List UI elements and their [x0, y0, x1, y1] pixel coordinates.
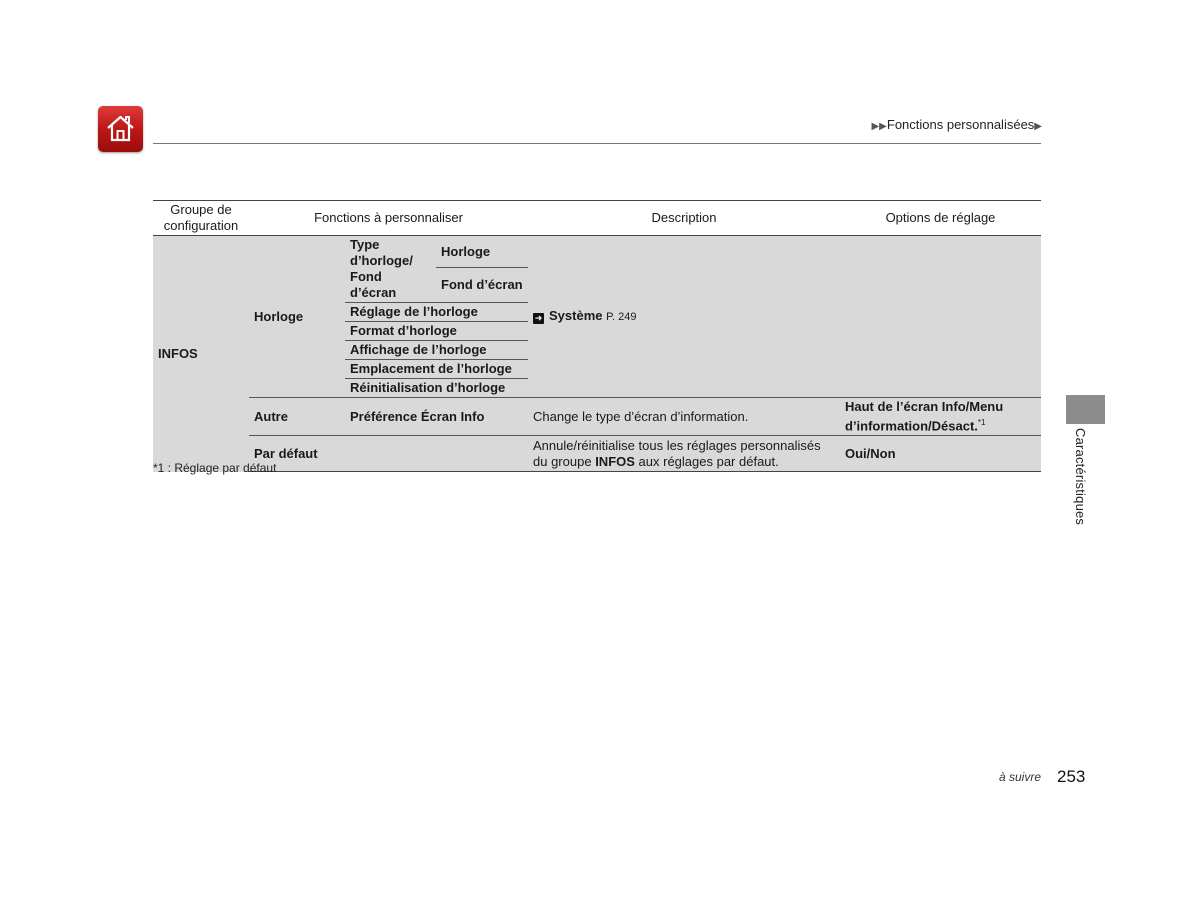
system-reference-label: Système	[549, 308, 603, 323]
section-tab[interactable]	[1066, 395, 1105, 424]
section-tab-label[interactable]: Caractéristiques	[1073, 428, 1088, 526]
page-number: 253	[1057, 767, 1086, 786]
table-header-row	[153, 201, 1041, 236]
breadcrumb-arrow-icon: ▶	[1034, 121, 1042, 132]
home-icon	[105, 113, 136, 144]
defaut-description	[528, 436, 840, 472]
table-row	[153, 236, 1041, 268]
autre-description: Change le type d’écran d’information.	[528, 398, 840, 436]
footnote: *1 : Réglage par défaut	[153, 461, 277, 475]
clock-function: Affichage de l’horloge	[345, 341, 528, 360]
defaut-description-text: Annule/réinitialise tous les réglages personnalisés du groupe	[533, 437, 821, 469]
autre-options-note: *1	[977, 418, 986, 427]
breadcrumb-arrows-icon: ▶▶	[871, 121, 887, 132]
breadcrumb[interactable]	[871, 117, 1042, 132]
autre-label: Autre	[249, 398, 345, 436]
autre-options	[840, 398, 1041, 436]
home-button[interactable]	[98, 106, 143, 152]
clock-type-label: Type d’horloge/ Fond d’écran	[345, 236, 436, 303]
clock-function: Emplacement de l’horloge	[345, 360, 528, 379]
col-header-description: Description	[528, 201, 840, 236]
col-header-functions: Fonctions à personnaliser	[249, 201, 528, 236]
defaut-label: Par défaut	[249, 436, 345, 472]
horloge-label: Horloge	[249, 236, 345, 398]
breadcrumb-label[interactable]: Fonctions personnalisées	[886, 117, 1035, 132]
defaut-description-end: aux réglages par défaut.	[638, 453, 779, 469]
group-cell: INFOS	[153, 236, 249, 472]
autre-function: Préférence Écran Info	[345, 398, 528, 436]
horloge-options	[840, 236, 1041, 398]
clock-type-option: Fond d’écran	[436, 268, 528, 303]
clock-function: Format d’horloge	[345, 322, 528, 341]
clock-function: Réinitialisation d’horloge	[345, 379, 528, 398]
clock-type-option: Horloge	[436, 236, 528, 268]
table-row	[153, 398, 1041, 436]
continue-label: à suivre	[999, 770, 1042, 784]
autre-options-text: Haut de l’écran Info/Menu d’information/Désact.	[845, 399, 1004, 434]
defaut-options: Oui/Non	[840, 436, 1041, 472]
defaut-function	[345, 436, 528, 472]
horloge-description	[528, 236, 840, 398]
reference-arrow-icon: ➜	[534, 313, 543, 323]
table-row	[153, 436, 1041, 472]
header-divider	[153, 143, 1041, 144]
defaut-description-group: INFOS	[595, 453, 635, 469]
system-reference-page: P. 249	[606, 311, 637, 323]
settings-table	[153, 200, 1041, 472]
clock-function: Réglage de l’horloge	[345, 303, 528, 322]
col-header-options: Options de réglage	[840, 201, 1041, 236]
col-header-group: Groupe de configuration	[153, 201, 249, 236]
